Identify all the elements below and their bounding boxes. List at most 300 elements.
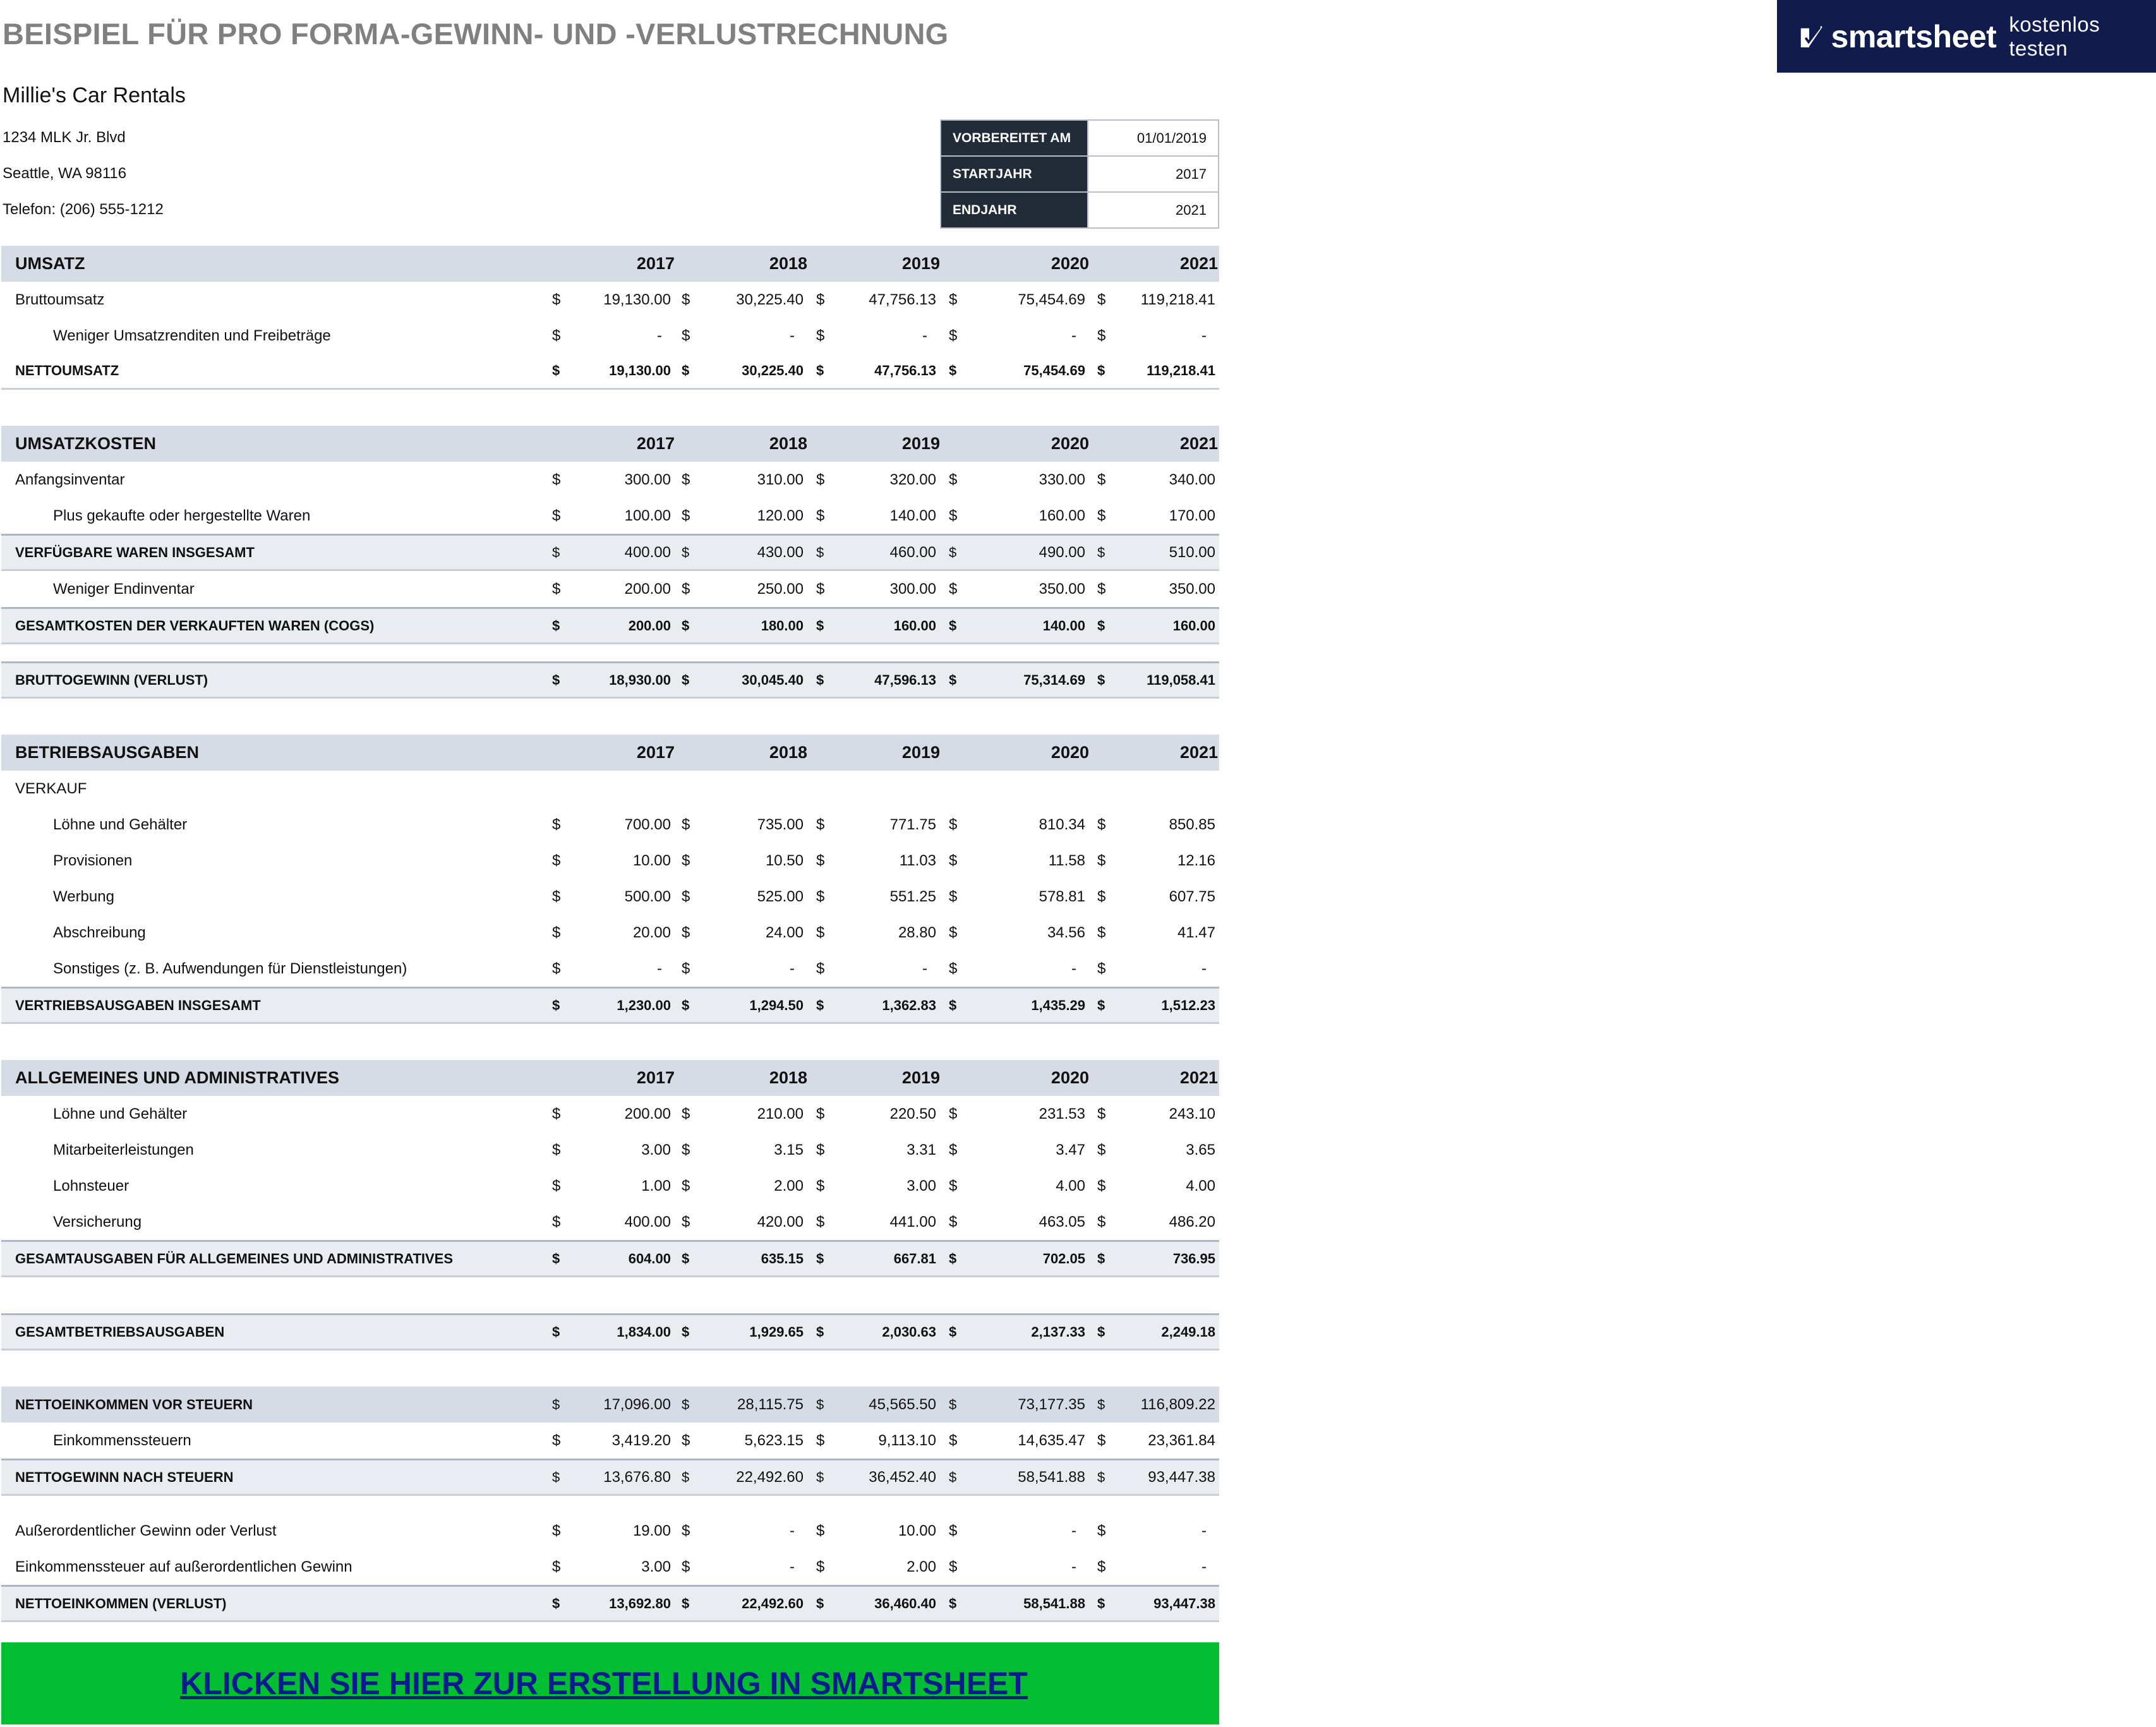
total-row: [1, 1585, 1219, 1622]
amount-cell[interactable]: 24.00: [765, 924, 804, 941]
currency-symbol: $: [949, 544, 957, 560]
amount-cell[interactable]: -: [1071, 327, 1076, 344]
amount-cell[interactable]: 243.10: [1169, 1105, 1215, 1122]
currency-symbol: $: [816, 471, 825, 488]
total-row: [1, 534, 1219, 571]
amount-cell[interactable]: 3.15: [774, 1141, 804, 1158]
amount-cell[interactable]: 350.00: [1039, 580, 1085, 598]
amount-cell[interactable]: 500.00: [624, 888, 671, 905]
table-row: [1, 571, 1219, 607]
amount-cell[interactable]: 19,130.00: [603, 291, 671, 308]
currency-symbol: $: [682, 291, 690, 308]
row-label: Anfangsinventar: [15, 471, 125, 488]
amount-cell[interactable]: 310.00: [757, 471, 804, 488]
amount-cell[interactable]: -: [790, 327, 795, 344]
currency-symbol: $: [682, 851, 690, 869]
table-row: [1, 282, 1219, 318]
amount-cell[interactable]: 10.00: [898, 1522, 936, 1539]
meta-label: ENDJAHR: [941, 192, 1088, 228]
amount-cell[interactable]: 702.05: [1042, 1250, 1085, 1267]
amount-cell[interactable]: -: [1201, 1522, 1207, 1539]
amount-cell[interactable]: 160.00: [1172, 617, 1215, 634]
amount-cell[interactable]: 47,756.13: [869, 291, 936, 308]
amount-cell[interactable]: 460.00: [889, 543, 936, 561]
currency-symbol: $: [1097, 327, 1106, 344]
currency-symbol: $: [1097, 580, 1106, 598]
amount-cell[interactable]: 58,541.88: [1018, 1468, 1085, 1486]
currency-symbol: $: [1097, 363, 1105, 378]
currency-symbol: $: [552, 617, 560, 634]
amount-cell[interactable]: 30,225.40: [742, 363, 804, 378]
currency-symbol: $: [1097, 291, 1106, 308]
amount-cell[interactable]: 330.00: [1039, 471, 1085, 488]
currency-symbol: $: [816, 544, 824, 560]
year-column-header: 2018: [769, 743, 807, 762]
row-label: ALLGEMEINES UND ADMINISTRATIVES: [15, 1068, 340, 1087]
currency-symbol: $: [552, 291, 561, 308]
currency-symbol: $: [816, 617, 824, 634]
spacer-row: [1, 1351, 1219, 1387]
currency-symbol: $: [682, 888, 690, 905]
amount-cell[interactable]: 20.00: [632, 924, 671, 941]
currency-symbol: $: [949, 1469, 957, 1485]
year-column-header: 2021: [1179, 434, 1218, 453]
amount-cell[interactable]: 28.80: [898, 924, 936, 941]
amount-cell[interactable]: -: [1071, 1522, 1076, 1539]
amount-cell[interactable]: 18,930.00: [609, 671, 671, 688]
currency-symbol: $: [949, 1431, 958, 1449]
amount-cell[interactable]: 486.20: [1169, 1213, 1215, 1231]
currency-symbol: $: [1097, 815, 1106, 833]
amount-cell[interactable]: 441.00: [889, 1213, 936, 1231]
amount-cell[interactable]: 170.00: [1169, 507, 1215, 524]
amount-cell[interactable]: 3.00: [641, 1558, 671, 1575]
amount-cell[interactable]: -: [1071, 1558, 1076, 1575]
row-label: Weniger Endinventar: [53, 580, 195, 598]
amount-cell[interactable]: 635.15: [761, 1250, 804, 1267]
currency-symbol: $: [552, 851, 561, 869]
currency-symbol: $: [682, 1177, 690, 1194]
currency-symbol: $: [552, 1469, 560, 1485]
currency-symbol: $: [949, 815, 958, 833]
meta-label: VORBEREITET AM: [941, 120, 1088, 156]
amount-cell[interactable]: -: [1071, 960, 1076, 977]
amount-cell[interactable]: 1,929.65: [749, 1323, 804, 1340]
amount-cell[interactable]: 3.65: [1186, 1141, 1215, 1158]
currency-symbol: $: [949, 580, 958, 598]
amount-cell[interactable]: 231.53: [1039, 1105, 1085, 1122]
section-header-row: [1, 426, 1219, 462]
amount-cell[interactable]: 23,361.84: [1148, 1431, 1215, 1449]
amount-cell[interactable]: -: [922, 960, 927, 977]
amount-cell[interactable]: 200.00: [624, 580, 671, 598]
meta-row-prepared: [941, 120, 1219, 156]
amount-cell[interactable]: 73,177.35: [1018, 1395, 1085, 1413]
row-label: Lohnsteuer: [53, 1177, 129, 1194]
currency-symbol: $: [949, 1396, 957, 1412]
row-label: NETTOEINKOMMEN (VERLUST): [15, 1595, 227, 1611]
amount-cell[interactable]: 160.00: [893, 617, 936, 634]
currency-symbol: $: [552, 1323, 560, 1340]
row-label: BETRIEBSAUSGABEN: [15, 743, 200, 762]
currency-symbol: $: [949, 291, 958, 308]
amount-cell[interactable]: 11.58: [1048, 851, 1085, 869]
currency-symbol: $: [949, 507, 958, 524]
currency-symbol: $: [552, 815, 561, 833]
amount-cell[interactable]: 41.47: [1177, 924, 1215, 941]
currency-symbol: $: [1097, 851, 1106, 869]
currency-symbol: $: [816, 1595, 824, 1611]
currency-symbol: $: [949, 671, 957, 688]
amount-cell[interactable]: 36,460.40: [874, 1595, 936, 1611]
amount-cell[interactable]: 430.00: [757, 543, 804, 561]
amount-cell[interactable]: 1,294.50: [749, 997, 804, 1013]
amount-cell[interactable]: 22,492.60: [742, 1595, 804, 1611]
currency-symbol: $: [816, 1522, 825, 1539]
year-column-header: 2017: [636, 743, 675, 762]
meta-value[interactable]: 01/01/2019: [1088, 120, 1219, 156]
spacer-row: [1, 1277, 1219, 1313]
amount-cell[interactable]: 320.00: [889, 471, 936, 488]
amount-cell[interactable]: 14,635.47: [1018, 1431, 1085, 1449]
currency-symbol: $: [552, 327, 561, 344]
section-header-row: [1, 735, 1219, 771]
amount-cell[interactable]: 736.95: [1172, 1250, 1215, 1267]
amount-cell[interactable]: -: [922, 327, 927, 344]
amount-cell[interactable]: 200.00: [624, 1105, 671, 1122]
amount-cell[interactable]: 400.00: [624, 543, 671, 561]
currency-symbol: $: [682, 580, 690, 598]
row-label: NETTOEINKOMMEN VOR STEUERN: [15, 1396, 253, 1412]
currency-symbol: $: [682, 327, 690, 344]
currency-symbol: $: [552, 888, 561, 905]
currency-symbol: $: [816, 507, 825, 524]
amount-cell[interactable]: 1,435.29: [1031, 997, 1085, 1013]
spacer-row: [1, 1496, 1219, 1513]
amount-cell[interactable]: -: [657, 327, 662, 344]
currency-symbol: $: [552, 1141, 561, 1158]
amount-cell[interactable]: 220.50: [889, 1105, 936, 1122]
amount-cell[interactable]: 400.00: [624, 1213, 671, 1231]
currency-symbol: $: [682, 1396, 690, 1412]
amount-cell[interactable]: 4.00: [1186, 1177, 1215, 1194]
report-meta-table: [940, 119, 1219, 229]
currency-symbol: $: [816, 580, 825, 598]
currency-symbol: $: [682, 1522, 690, 1539]
amount-cell[interactable]: 210.00: [757, 1105, 804, 1122]
amount-cell[interactable]: 28,115.75: [737, 1395, 804, 1413]
amount-cell[interactable]: 47,756.13: [874, 363, 936, 378]
amount-cell[interactable]: 300.00: [624, 471, 671, 488]
amount-cell[interactable]: 850.85: [1169, 815, 1215, 833]
year-column-header: 2020: [1051, 254, 1089, 273]
currency-symbol: $: [949, 327, 958, 344]
amount-cell[interactable]: 2.00: [906, 1558, 936, 1575]
amount-cell[interactable]: 1.00: [641, 1177, 671, 1194]
amount-cell[interactable]: 2.00: [774, 1177, 804, 1194]
currency-symbol: $: [1097, 507, 1106, 524]
currency-symbol: $: [816, 960, 825, 977]
amount-cell[interactable]: 250.00: [757, 580, 804, 598]
currency-symbol: $: [1097, 1213, 1106, 1231]
amount-cell[interactable]: 119,218.41: [1140, 291, 1215, 308]
amount-cell[interactable]: 140.00: [1042, 617, 1085, 634]
row-label: GESAMTBETRIEBSAUSGABEN: [15, 1323, 225, 1340]
currency-symbol: $: [949, 1105, 958, 1122]
amount-cell[interactable]: 160.00: [1039, 507, 1085, 524]
amount-cell[interactable]: -: [1201, 960, 1207, 977]
amount-cell[interactable]: 2,249.18: [1161, 1323, 1215, 1340]
total-row: [1, 987, 1219, 1024]
year-column-header: 2019: [901, 434, 940, 453]
amount-cell[interactable]: 2,137.33: [1031, 1323, 1085, 1340]
amount-cell[interactable]: 120.00: [757, 507, 804, 524]
currency-symbol: $: [949, 1595, 957, 1611]
amount-cell[interactable]: -: [790, 960, 795, 977]
year-column-header: 2019: [901, 254, 940, 273]
amount-cell[interactable]: 200.00: [628, 617, 671, 634]
amount-cell[interactable]: 3.47: [1056, 1141, 1085, 1158]
currency-symbol: $: [949, 924, 958, 941]
amount-cell[interactable]: 119,058.41: [1147, 671, 1215, 688]
currency-symbol: $: [552, 1213, 561, 1231]
amount-cell[interactable]: 36,452.40: [869, 1468, 936, 1486]
amount-cell[interactable]: 22,492.60: [736, 1468, 804, 1486]
row-label: Plus gekaufte oder hergestellte Waren: [53, 507, 311, 524]
amount-cell[interactable]: 75,454.69: [1018, 291, 1085, 308]
create-in-smartsheet-link[interactable]: KLICKEN SIE HIER ZUR ERSTELLUNG IN SMARTSHEET: [180, 1666, 1028, 1701]
amount-cell[interactable]: 9,113.10: [878, 1431, 936, 1449]
currency-symbol: $: [1097, 1469, 1105, 1485]
currency-symbol: $: [682, 1431, 690, 1449]
amount-cell[interactable]: 463.05: [1039, 1213, 1085, 1231]
amount-cell[interactable]: 75,314.69: [1023, 671, 1085, 688]
total-row: [1, 354, 1219, 390]
amount-cell[interactable]: 1,362.83: [882, 997, 936, 1013]
amount-cell[interactable]: 4.00: [1056, 1177, 1085, 1194]
meta-value[interactable]: 2021: [1088, 192, 1219, 228]
row-label: Sonstiges (z. B. Aufwendungen für Dienstleistungen): [53, 960, 407, 977]
row-label: Abschreibung: [53, 924, 146, 941]
amount-cell[interactable]: -: [1201, 1558, 1207, 1575]
amount-cell[interactable]: 119,218.41: [1147, 363, 1215, 378]
amount-cell[interactable]: -: [657, 960, 662, 977]
currency-symbol: $: [949, 363, 957, 378]
currency-symbol: $: [816, 1105, 825, 1122]
currency-symbol: $: [682, 924, 690, 941]
currency-symbol: $: [949, 471, 958, 488]
amount-cell[interactable]: 140.00: [889, 507, 936, 524]
total-row: [1, 1459, 1219, 1496]
amount-cell[interactable]: 11.03: [899, 851, 936, 869]
currency-symbol: $: [1097, 1141, 1106, 1158]
year-column-header: 2021: [1179, 1068, 1218, 1087]
currency-symbol: $: [552, 924, 561, 941]
year-column-header: 2018: [769, 1068, 807, 1087]
total-row: [1, 1240, 1219, 1277]
spacer-row: [1, 644, 1219, 661]
amount-cell[interactable]: -: [790, 1522, 795, 1539]
currency-symbol: $: [1097, 617, 1105, 634]
year-column-header: 2021: [1179, 743, 1218, 762]
cta-banner[interactable]: [1, 1642, 1219, 1724]
row-label: Einkommenssteuern: [53, 1431, 191, 1449]
currency-symbol: $: [552, 507, 561, 524]
currency-symbol: $: [949, 960, 958, 977]
currency-symbol: $: [682, 815, 690, 833]
amount-cell[interactable]: -: [790, 1558, 795, 1575]
table-row: [1, 915, 1219, 951]
amount-cell[interactable]: 420.00: [757, 1213, 804, 1231]
amount-cell[interactable]: 45,565.50: [869, 1395, 936, 1413]
row-label: VERKAUF: [15, 779, 87, 797]
amount-cell[interactable]: 10.50: [765, 851, 804, 869]
amount-cell[interactable]: 19.00: [632, 1522, 671, 1539]
meta-value[interactable]: 2017: [1088, 156, 1219, 192]
amount-cell[interactable]: 607.75: [1169, 888, 1215, 905]
income-statement-table: [1, 246, 1219, 1622]
amount-cell[interactable]: 810.34: [1039, 815, 1085, 833]
currency-symbol: $: [552, 363, 560, 378]
table-row: [1, 1096, 1219, 1132]
total-row: [1, 1387, 1219, 1423]
currency-symbol: $: [816, 1250, 824, 1267]
year-column-header: 2017: [636, 254, 675, 273]
amount-cell[interactable]: 116,809.22: [1140, 1395, 1215, 1413]
currency-symbol: $: [816, 888, 825, 905]
currency-symbol: $: [816, 1323, 824, 1340]
table-row: [1, 1423, 1219, 1459]
amount-cell[interactable]: 5,623.15: [744, 1431, 804, 1449]
table-row: [1, 318, 1219, 354]
amount-cell[interactable]: 13,676.80: [603, 1468, 671, 1486]
amount-cell[interactable]: 578.81: [1039, 888, 1085, 905]
currency-symbol: $: [682, 363, 690, 378]
amount-cell[interactable]: 3.00: [641, 1141, 671, 1158]
total-row: [1, 607, 1219, 644]
year-column-header: 2020: [1051, 1068, 1089, 1087]
amount-cell[interactable]: 667.81: [893, 1250, 936, 1267]
amount-cell[interactable]: 3.00: [906, 1177, 936, 1194]
currency-symbol: $: [552, 1105, 561, 1122]
amount-cell[interactable]: 3.31: [906, 1141, 936, 1158]
currency-symbol: $: [816, 1213, 825, 1231]
amount-cell[interactable]: 3,419.20: [611, 1431, 671, 1449]
amount-cell[interactable]: 350.00: [1169, 580, 1215, 598]
amount-cell[interactable]: 300.00: [889, 580, 936, 598]
amount-cell[interactable]: 75,454.69: [1023, 363, 1085, 378]
row-label: Provisionen: [53, 851, 133, 869]
currency-symbol: $: [949, 617, 957, 634]
year-column-header: 2018: [769, 434, 807, 453]
currency-symbol: $: [682, 1141, 690, 1158]
currency-symbol: $: [949, 1522, 958, 1539]
amount-cell[interactable]: 510.00: [1169, 543, 1215, 561]
amount-cell[interactable]: 93,447.38: [1148, 1468, 1215, 1486]
amount-cell[interactable]: 13,692.80: [609, 1595, 671, 1611]
amount-cell[interactable]: 30,045.40: [742, 671, 804, 688]
currency-symbol: $: [1097, 888, 1106, 905]
amount-cell[interactable]: 1,834.00: [617, 1323, 671, 1340]
currency-symbol: $: [552, 1595, 560, 1611]
total-row: [1, 1313, 1219, 1351]
currency-symbol: $: [682, 671, 690, 688]
amount-cell[interactable]: 490.00: [1039, 543, 1085, 561]
amount-cell[interactable]: 525.00: [757, 888, 804, 905]
currency-symbol: $: [1097, 997, 1105, 1013]
currency-symbol: $: [816, 327, 825, 344]
meta-row-end-year: [941, 192, 1219, 228]
year-column-header: 2017: [636, 434, 675, 453]
table-row: [1, 1132, 1219, 1168]
amount-cell[interactable]: 12.16: [1177, 851, 1215, 869]
row-label: Außerordentlicher Gewinn oder Verlust: [15, 1522, 277, 1539]
currency-symbol: $: [682, 1595, 690, 1611]
currency-symbol: $: [1097, 1177, 1106, 1194]
amount-cell[interactable]: 47,596.13: [874, 671, 936, 688]
amount-cell[interactable]: 17,096.00: [603, 1395, 671, 1413]
currency-symbol: $: [682, 617, 690, 634]
table-row: [1, 843, 1219, 879]
currency-symbol: $: [949, 888, 958, 905]
row-label: UMSATZKOSTEN: [15, 434, 156, 453]
currency-symbol: $: [552, 544, 560, 560]
company-phone: Telefon: (206) 555-1212: [3, 201, 164, 218]
amount-cell[interactable]: 1,230.00: [617, 997, 671, 1013]
table-row: [1, 1549, 1219, 1585]
currency-symbol: $: [682, 960, 690, 977]
amount-cell[interactable]: 34.56: [1047, 924, 1085, 941]
currency-symbol: $: [682, 997, 690, 1013]
table-row: [1, 807, 1219, 843]
currency-symbol: $: [949, 1177, 958, 1194]
currency-symbol: $: [816, 997, 824, 1013]
currency-symbol: $: [1097, 1595, 1105, 1611]
currency-symbol: $: [816, 815, 825, 833]
amount-cell[interactable]: 604.00: [628, 1250, 671, 1267]
smartsheet-logo-button[interactable]: [1777, 0, 2156, 73]
amount-cell[interactable]: 19,130.00: [609, 363, 671, 378]
amount-cell[interactable]: 100.00: [624, 507, 671, 524]
amount-cell[interactable]: 30,225.40: [736, 291, 804, 308]
amount-cell[interactable]: 2,030.63: [882, 1323, 936, 1340]
amount-cell[interactable]: 735.00: [757, 815, 804, 833]
amount-cell[interactable]: 180.00: [761, 617, 804, 634]
meta-row-start-year: [941, 156, 1219, 192]
amount-cell[interactable]: 93,447.38: [1153, 1595, 1215, 1611]
amount-cell[interactable]: 10.00: [632, 851, 671, 869]
table-row: [1, 1168, 1219, 1204]
row-label: GESAMTKOSTEN DER VERKAUFTEN WAREN (COGS): [15, 617, 375, 634]
currency-symbol: $: [1097, 1522, 1106, 1539]
amount-cell[interactable]: 700.00: [624, 815, 671, 833]
currency-symbol: $: [949, 851, 958, 869]
currency-symbol: $: [552, 580, 561, 598]
company-name: Millie's Car Rentals: [3, 83, 186, 107]
currency-symbol: $: [816, 1431, 825, 1449]
currency-symbol: $: [682, 1558, 690, 1575]
amount-cell[interactable]: 1,512.23: [1161, 997, 1215, 1013]
amount-cell[interactable]: 340.00: [1169, 471, 1215, 488]
amount-cell[interactable]: 551.25: [889, 888, 936, 905]
amount-cell[interactable]: 771.75: [889, 815, 936, 833]
currency-symbol: $: [816, 363, 824, 378]
currency-symbol: $: [949, 1558, 958, 1575]
currency-symbol: $: [682, 1213, 690, 1231]
amount-cell[interactable]: -: [1201, 327, 1207, 344]
amount-cell[interactable]: 58,541.88: [1023, 1595, 1085, 1611]
currency-symbol: $: [682, 471, 690, 488]
